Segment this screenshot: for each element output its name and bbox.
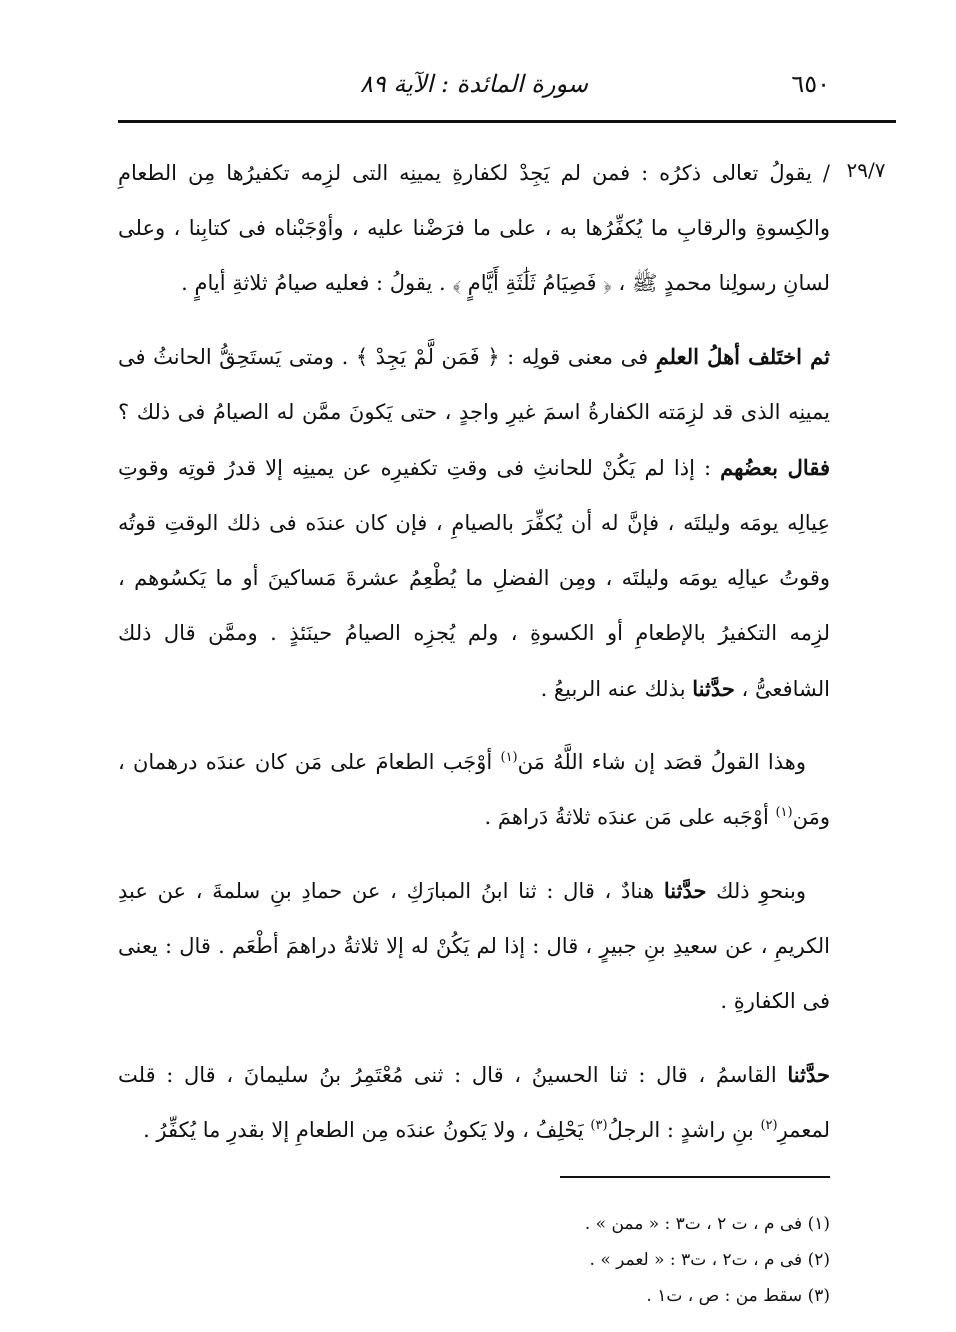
text-run: : إذا لم يَكُنْ للحانثِ فى وقتِ تكفيرِه عن يمينِه إلا قدرُ قوتِه وقوتِ عِيالِه يومَه وليلتَه ، فإنَّ له أن يُكفِّرَ بالصيامِ ، فإن كان عندَه فى ذلك الوقتِ قوتُه وقوتُ عيالِه يومَه وليلتَه ، ومِن الفضلِ ما يُطْعِمُ عشرةَ مَساكينَ أو ما يَكسُوهم ، لزِمه التكفيرُ بالإطعامِ أو الكسوةِ ، ولم يُجزِه الصيامُ حينَئذٍ . وممَّن قال ذلك الشافعىُّ ، [118, 456, 830, 701]
bold-phrase: حدَّثنا [663, 878, 707, 903]
paragraph [118, 1047, 830, 1158]
footnotes [440, 1206, 830, 1314]
footnote-rule [560, 1176, 830, 1178]
footnote: (١) فى م ، ت ٢ ، ت٣ : « ممن » . [584, 1214, 830, 1234]
text-run: وبنحوِ ذلك [706, 879, 806, 903]
text-run: أوْجَبه على مَن عندَه ثلاثةُ دَراهمَ . [484, 805, 776, 829]
bold-phrase: حدَّثنا [692, 676, 735, 701]
header-rule [118, 120, 896, 123]
margin-reference: ٢٩/٧ [846, 158, 886, 182]
footnote: (٣) سقط من : ص ، ت١ . [646, 1286, 830, 1306]
text-run: بنِ راشدٍ : الرجلُ [607, 1118, 761, 1142]
text-run: هنادٌ ، قال : ثنا ابنُ المبارَكِ ، عن حمادِ بنِ سلمةَ ، عن عبدِ الكريمِ ، عن سعيدِ بنِ جبيرٍ ، قال : إذا لم يَكُنْ له إلا ثلاثةُ دراهمَ أطْعَم . قال : يعنى فى الكفارةِ . [118, 879, 830, 1013]
paragraph [118, 735, 830, 845]
text-run: بذلك عنه الربيعُ . [540, 677, 693, 701]
text-run: فى معنى قولِه : ﴿ فَمَن لَّمْ يَجِدْ ﴾ . ومتى يَستَحِقُّ الحانثُ فى يمينِه الذى قد لزِمَته الكفارةُ اسمَ غيرِ واجدٍ ، حتى يَكونَ ممَّن له الصيامُ فى ذلك ؟ [118, 345, 830, 424]
text-run: القاسمُ ، قال : ثنا الحسينُ ، قال : ثنى مُعْتَمِرُ بنُ سليمانَ ، قال : قلت لمعمرِ [118, 1063, 830, 1142]
footnote-marker: (١) [775, 805, 793, 820]
running-head [118, 70, 830, 106]
footnote: (٢) فى م ، ت٢ ، ت٣ : « لعمر » . [589, 1250, 830, 1270]
paragraph [118, 329, 830, 717]
body-text [118, 146, 830, 1176]
page-number: ٦٥٠ [791, 70, 830, 98]
footnote-marker: (١) [500, 750, 518, 765]
surah-title: سورة المائدة : الآية ٨٩ [360, 70, 588, 98]
text-run: أوْجَب الطعامَ على مَن كان عندَه درهمان ، ومَن [118, 750, 830, 829]
text-run: وهذا القولُ قصَد إن شاء اللَّهُ مَن [517, 750, 806, 774]
paragraph [118, 863, 830, 1029]
footnote-marker: (٢) [760, 1118, 778, 1133]
bold-phrase: فقال بعضُهم [720, 455, 830, 480]
footnote-marker: (٣) [590, 1118, 608, 1133]
text-run: / يقولُ تعالى ذكرُه : فمن لم يَجِدْ لكفارةِ يمينِه التى لزِمه تكفيرُها مِن الطعامِ والكِسوةِ والرقابِ ما يُكفِّرُها به ، على ما فرَضْنا عليه ، وأوْجَبْناه فى كتابِنا ، وعلى لسانِ رسولِنا محمدٍ ﷺ ، ﴿ فَصِيَامُ ثَلَٰثَةِ أَيَّامٍ ﴾ . يقولُ : فعليه صيامُ ثلاثةِ أيامٍ . [118, 161, 830, 295]
bold-phrase: حدَّثنا [787, 1062, 830, 1087]
bold-phrase: ثم اختَلف أهلُ العلمِ [655, 344, 831, 369]
text-run: يَحْلِفُ ، ولا يَكونُ عندَه مِن الطعامِ إلا بقدرِ ما يُكفِّرُ . [143, 1118, 591, 1142]
paragraph [118, 146, 830, 311]
